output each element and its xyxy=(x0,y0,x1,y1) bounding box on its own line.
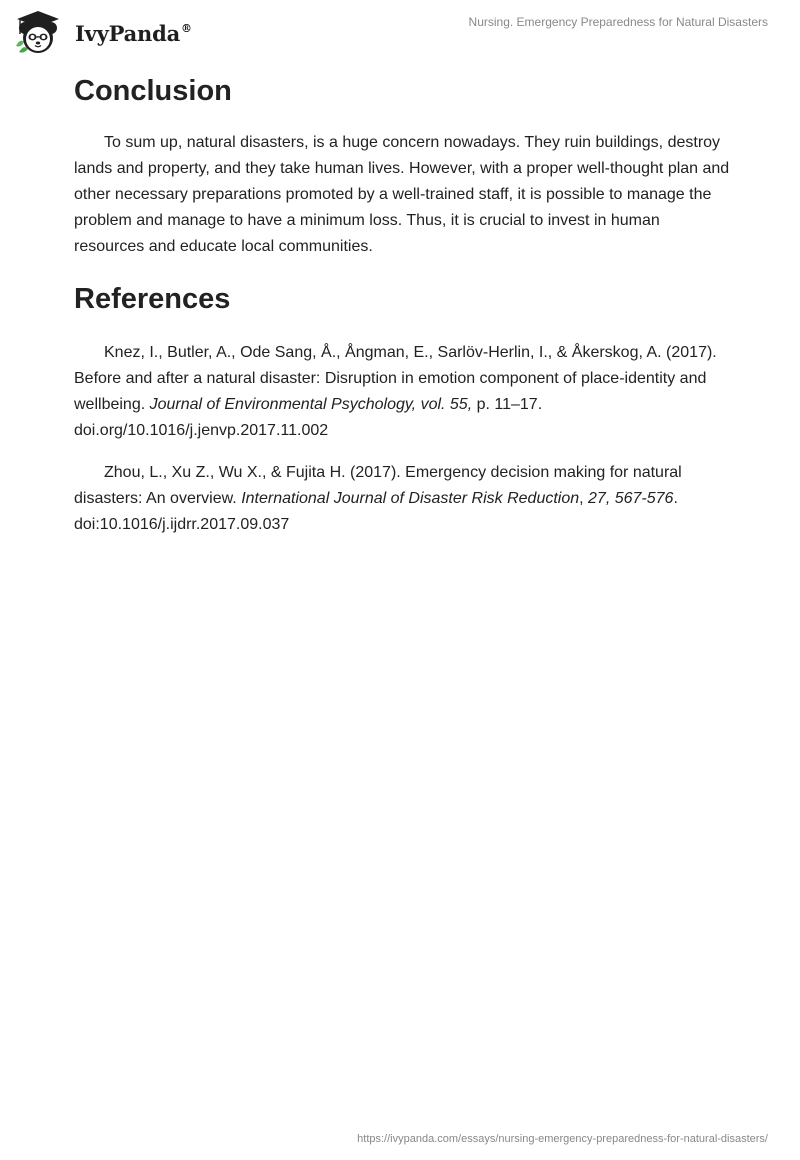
document-body xyxy=(74,72,734,554)
page-header xyxy=(0,0,800,60)
source-url[interactable]: https://ivypanda.com/essays/nursing-emergency-preparedness-for-natural-disasters/ xyxy=(357,1133,768,1145)
references-heading: References xyxy=(74,283,231,315)
ivypanda-logo[interactable] xyxy=(12,8,192,56)
journal-volume: 27, 567-576 xyxy=(588,490,674,507)
journal-title: Journal of Environmental Psychology, vol. 55, xyxy=(149,396,473,413)
journal-title: International Journal of Disaster Risk Reduction xyxy=(241,490,580,507)
conclusion-heading: Conclusion xyxy=(74,75,232,107)
running-title: Nursing. Emergency Preparedness for Natural Disasters xyxy=(468,15,768,29)
reference-item: Zhou, L., Xu Z., Wu X., & Fujita H. (2017). Emergency decision making for natural disasters: An overview. International Journal of Disaster Risk Reduction, 27, 567-576. doi:10.1016/j.ijdrr.2017.09.037 xyxy=(74,464,682,533)
panda-graduate-icon xyxy=(12,8,72,56)
conclusion-paragraph: To sum up, natural disasters, is a huge concern nowadays. They ruin buildings, destroy lands and property, and they take human lives. However, with a proper well-thought plan and other necessary preparations promoted by a well-trained staff, it is possible to manage the problem and manage to have a minimum loss. Thus, it is crucial to invest in human resources and educate local communities. xyxy=(74,134,730,255)
logo-text: IvyPanda® xyxy=(75,21,192,46)
reference-item: Knez, I., Butler, A., Ode Sang, Å., Ångman, E., Sarlöv-Herlin, I., & Åkerskog, A. (2017). Before and after a natural disaster: Disruption in emotion component of place-identity and wellbeing. Journal of Environmental Psychology, vol. 55, p. 11–17. doi.org/10.1016/j.jenvp.2017.11.002 xyxy=(74,344,717,439)
